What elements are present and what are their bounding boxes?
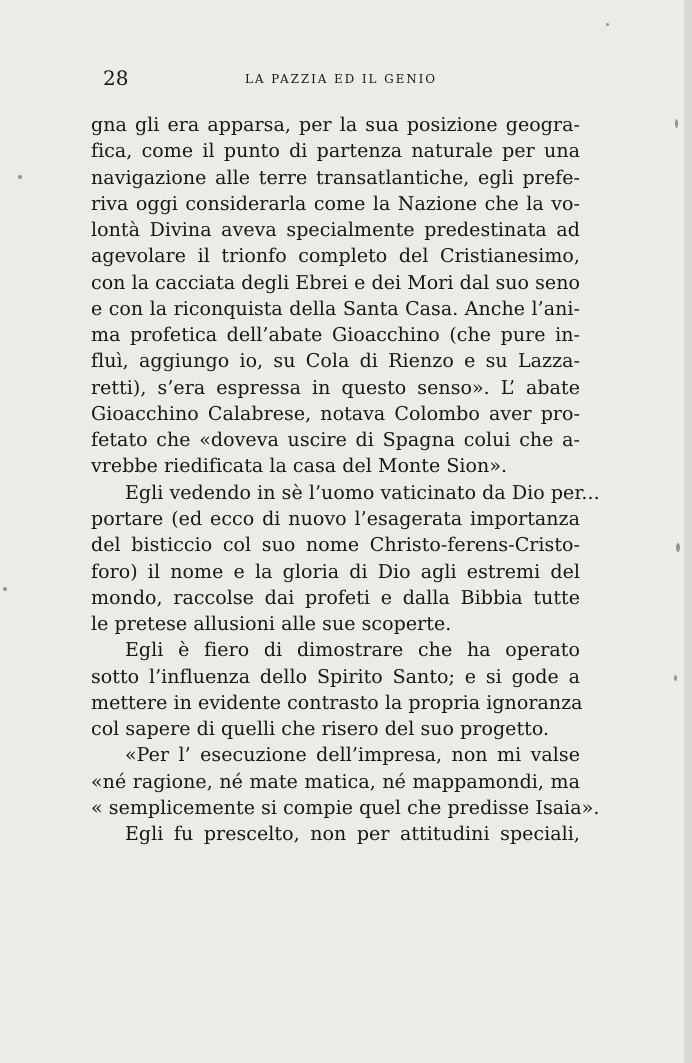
text-line: gna gli era apparsa, per la sua posizione geogra-: [91, 114, 580, 136]
text-line: vrebbe riedificata la casa del Monte Sion».: [91, 455, 508, 478]
text-line: e con la riconquista della Santa Casa. Anche l’ani-: [91, 297, 580, 320]
running-title: LA PAZZIA ED IL GENIO: [245, 72, 438, 86]
text-line: mondo, raccolse dai profeti e dalla Bibbia tutte: [91, 586, 580, 609]
text-line: agevolare il trionfo completo del Cristianesimo,: [91, 245, 580, 268]
text-line: riva oggi considerarla come la Nazione che la vo-: [91, 192, 580, 215]
text-line: portare (ed ecco di nuovo l’esagerata importanza: [91, 507, 580, 530]
text-line: retti), s’era espressa in questo senso». L’ abate: [91, 376, 580, 399]
paper-speck: [606, 23, 609, 26]
text-line: fluì, aggiungo io, su Cola di Rienzo e su Lazza-: [91, 350, 580, 373]
paper-speck: [674, 675, 677, 681]
text-line: Egli vedendo in sè l’uomo vaticinato da Dio per...: [125, 481, 600, 504]
text-line: Egli è fiero di dimostrare che ha operato: [125, 639, 580, 662]
text-line: mettere in evidente contrasto la propria ignoranza: [91, 691, 583, 714]
text-line: Gioacchino Calabrese, notava Colombo aver pro-: [91, 402, 580, 425]
text-line: con la cacciata degli Ebrei e dei Mori dal suo seno: [91, 271, 580, 294]
text-line: « semplicemente si compie quel che predisse Isaia».: [91, 796, 600, 819]
text-line: sotto l’influenza dello Spirito Santo; e si gode a: [91, 665, 580, 688]
text-line: ma profetica dell’abate Gioacchino (che pure in-: [91, 324, 580, 347]
text-line: col sapere di quelli che risero del suo progetto.: [91, 718, 550, 741]
text-line: lontà Divina aveva specialmente predestinata ad: [91, 219, 580, 242]
text-line: del bisticcio col suo nome Christo-ferens-Cristo-: [91, 534, 580, 557]
page-edge-shadow: [684, 0, 692, 1063]
text-line: «Per l’ esecuzione dell’impresa, non mi valse: [125, 744, 580, 767]
page-header: [0, 66, 692, 94]
paper-speck: [675, 119, 678, 128]
body-text: [91, 112, 600, 847]
text-line: Egli fu prescelto, non per attitudini speciali,: [125, 823, 580, 846]
text-line: navigazione alle terre transatlantiche, egli prefe-: [91, 166, 580, 189]
text-line: le pretese allusioni alle sue scoperte.: [91, 613, 452, 636]
paper-speck: [3, 587, 7, 591]
text-line: fetato che «doveva uscire di Spagna colui che a-: [91, 429, 580, 452]
page-number: 28: [103, 66, 129, 90]
paper-speck: [676, 543, 680, 552]
text-line: fica, come il punto di partenza naturale per una: [91, 140, 580, 163]
paper-speck: [18, 175, 22, 179]
text-line: «né ragione, né mate matica, né mappamondi, ma: [91, 770, 580, 793]
text-line: foro) il nome e la gloria di Dio agli estremi del: [91, 560, 580, 583]
